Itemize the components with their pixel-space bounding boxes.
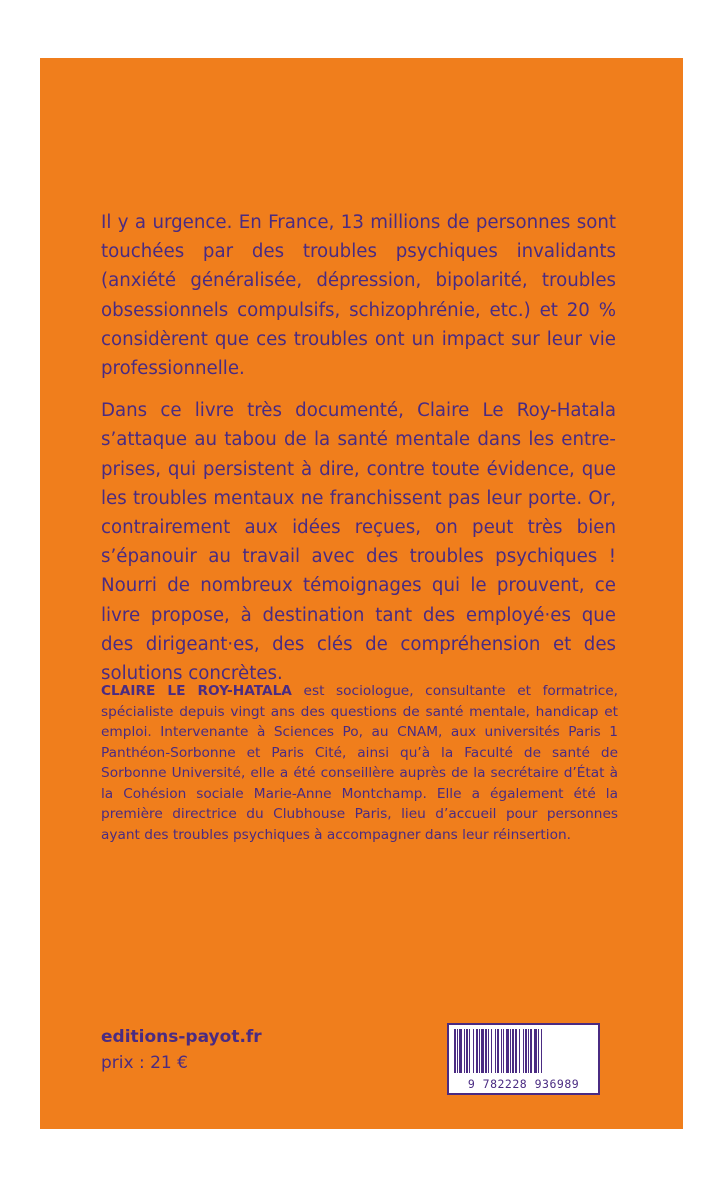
barcode-bar xyxy=(476,1029,478,1073)
barcode-bar xyxy=(457,1029,458,1073)
barcode-bar xyxy=(515,1029,517,1073)
barcode-bar xyxy=(488,1029,489,1073)
barcode-bar xyxy=(523,1029,524,1073)
barcode-bar xyxy=(530,1029,532,1073)
blurb-paragraph: Dans ce livre très documenté, Claire Le Roy-Hatala s’attaque au tabou de la santé mentale dans les entre-prises, qui persistent à dire, contre toute évidence, que les troubles mentaux ne franchissent pas leur porte. Or, contrairement aux idées reçues, on peut très bien s’épanouir au travail avec des troubles psychiques ! Nourri de nombreux témoignages qui le prouvent, ce livre propose, à destination tant des employé·es que des dirigeant·es, des clés de compréhension et des solutions concrètes. xyxy=(101,400,616,685)
isbn-barcode xyxy=(447,1023,600,1095)
barcode-bar xyxy=(519,1029,520,1073)
barcode-bar xyxy=(495,1029,496,1073)
barcode-bar xyxy=(510,1029,511,1073)
isbn-digits: 9 782228 936989 xyxy=(467,1077,580,1091)
publisher-website: editions-payot.fr xyxy=(101,1027,262,1047)
barcode-bar xyxy=(528,1029,529,1073)
barcode-bar xyxy=(481,1029,484,1073)
author-bio-text: est sociologue, consultante et formatrice, spécialiste depuis vingt ans des questions de santé mentale, handicap et emploi. Intervenante à Sciences Po, au CNAM, aux universités Paris 1 Panthéon-Sorbonne et Paris Cité, ainsi qu’à la Faculté de santé de Sorbonne Université, elle a été conseillère auprès de la secrétaire d’État à la Cohésion sociale Marie-Anne Montchamp. Elle a également été la première directrice du Clubhouse Paris, lieu d’accueil pour personnes ayant des troubles psychiques à accompagner dans leur réinsertion. xyxy=(101,683,618,843)
design-credit: Conception graphique : Claire Morel Fatio xyxy=(681,906,694,1134)
barcode-bar xyxy=(473,1029,474,1073)
barcode-bar xyxy=(469,1029,470,1073)
barcode-bar xyxy=(466,1029,468,1073)
barcode-bar xyxy=(501,1029,502,1073)
barcode-bar xyxy=(464,1029,465,1073)
book-back-cover xyxy=(40,58,694,1134)
barcode-bar xyxy=(459,1029,462,1073)
barcode-bar xyxy=(491,1029,492,1073)
barcode-bar xyxy=(479,1029,480,1073)
author-name: CLAIRE LE ROY-HATALA xyxy=(101,683,292,699)
barcode-bar xyxy=(454,1029,456,1073)
author-bio xyxy=(101,681,618,845)
barcode-bar xyxy=(541,1029,542,1073)
barcode-bar xyxy=(525,1029,527,1073)
barcode-bar xyxy=(538,1029,539,1073)
barcode-bar xyxy=(503,1029,504,1073)
blurb-paragraph: Il y a urgence. En France, 13 millions de personnes sont touchées par des troubles psychiques invalidants (anxiété généralisée, dépression, bipolarité, troubles obsessionnels compulsifs, schizophrénie, etc.) et 20 % considèrent que ces troubles ont un impact sur leur vie professionnelle. xyxy=(101,212,616,380)
barcode-bar xyxy=(512,1029,514,1073)
blurb xyxy=(101,208,616,688)
barcode-bar xyxy=(485,1029,487,1073)
barcode-bar xyxy=(497,1029,499,1073)
barcode-bar xyxy=(534,1029,537,1073)
price-label: prix : 21 € xyxy=(101,1053,188,1073)
barcode-bars xyxy=(454,1029,593,1073)
barcode-bar xyxy=(506,1029,509,1073)
